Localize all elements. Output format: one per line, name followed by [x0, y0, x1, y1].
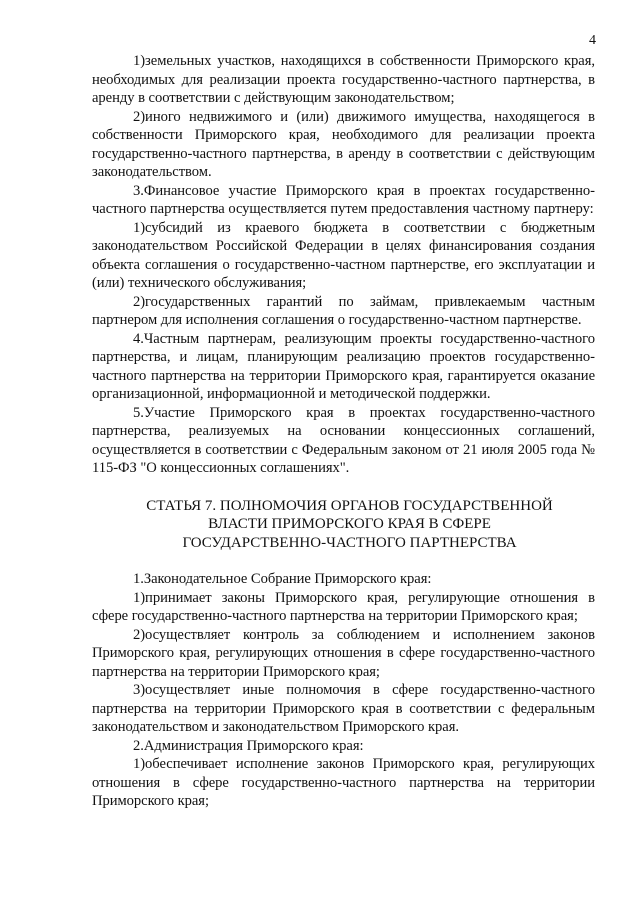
paragraph: 2)иного недвижимого и (или) движимого имущества, находящегося в собственности Приморского края, необходимого для реализации проекта государственно-частного партнерства, в аренду в соответствии с действующим законодательством. [92, 108, 595, 180]
paragraph: 1)субсидий из краевого бюджета в соответствии с бюджетным законодательством Российской Федерации в целях финансирования создания объекта соглашения о государственно-частном партнерстве, его эксплуатации и (или) технического обслуживания; [92, 219, 595, 291]
paragraph: 1)обеспечивает исполнение законов Приморского края, регулирующих отношения в сфере государственно-частного партнерства на территории Приморского края; [92, 756, 595, 809]
paragraph: 3.Финансовое участие Приморского края в проектах государственно-частного партнерства осуществляется путем предоставления частному партнеру: [92, 182, 595, 217]
paragraph: 1.Законодательное Собрание Приморского края: [133, 571, 432, 587]
paragraph: 5.Участие Приморского края в проектах государственно-частного партнерства, реализуемых на основании концессионных соглашений, осуществляется в соответствии с Федеральным законом от 21 июля 2005 года № 115-ФЗ "О концессионных соглашениях". [92, 404, 595, 476]
article-heading-line: ГОСУДАРСТВЕННО-ЧАСТНОГО ПАРТНЕРСТВА [182, 534, 517, 551]
article-heading-line: СТАТЬЯ 7. ПОЛНОМОЧИЯ ОРГАНОВ ГОСУДАРСТВЕННОЙ [146, 497, 553, 514]
paragraph: 2)государственных гарантий по займам, привлекаемым частным партнером для исполнения соглашения о государственно-частном партнерстве. [92, 293, 595, 328]
document-body [92, 52, 595, 811]
article-heading-line: ВЛАСТИ ПРИМОРСКОГО КРАЯ В СФЕРЕ [208, 516, 491, 532]
paragraph: 1)земельных участков, находящихся в собственности Приморского края, необходимых для реализации проекта государственно-частного партнерства, в аренду в соответствии с действующим законодательством; [92, 53, 595, 106]
paragraph: 2)осуществляет контроль за соблюдением и исполнением законов Приморского края, регулирующих отношения в сфере государственно-частного партнерства на территории Приморского края; [92, 626, 595, 680]
article-heading [92, 497, 595, 553]
paragraph: 1)принимает законы Приморского края, регулирующие отношения в сфере государственно-частного партнерства на территории Приморского края; [92, 589, 595, 624]
page-number: 4 [589, 33, 596, 48]
paragraph: 4.Частным партнерам, реализующим проекты государственно-частного партнерства, и лицам, планирующим реализацию проектов государственно-частного партнерства на территории Приморского края, гарантируется оказание организационной, информационной и методической поддержки. [92, 330, 595, 402]
paragraph: 3)осуществляет иные полномочия в сфере государственно-частного партнерства на территории Приморского края в соответствии с федеральным законодательством и законодательством Приморского края. [92, 682, 595, 735]
paragraph: 2.Администрация Приморского края: [133, 737, 364, 754]
